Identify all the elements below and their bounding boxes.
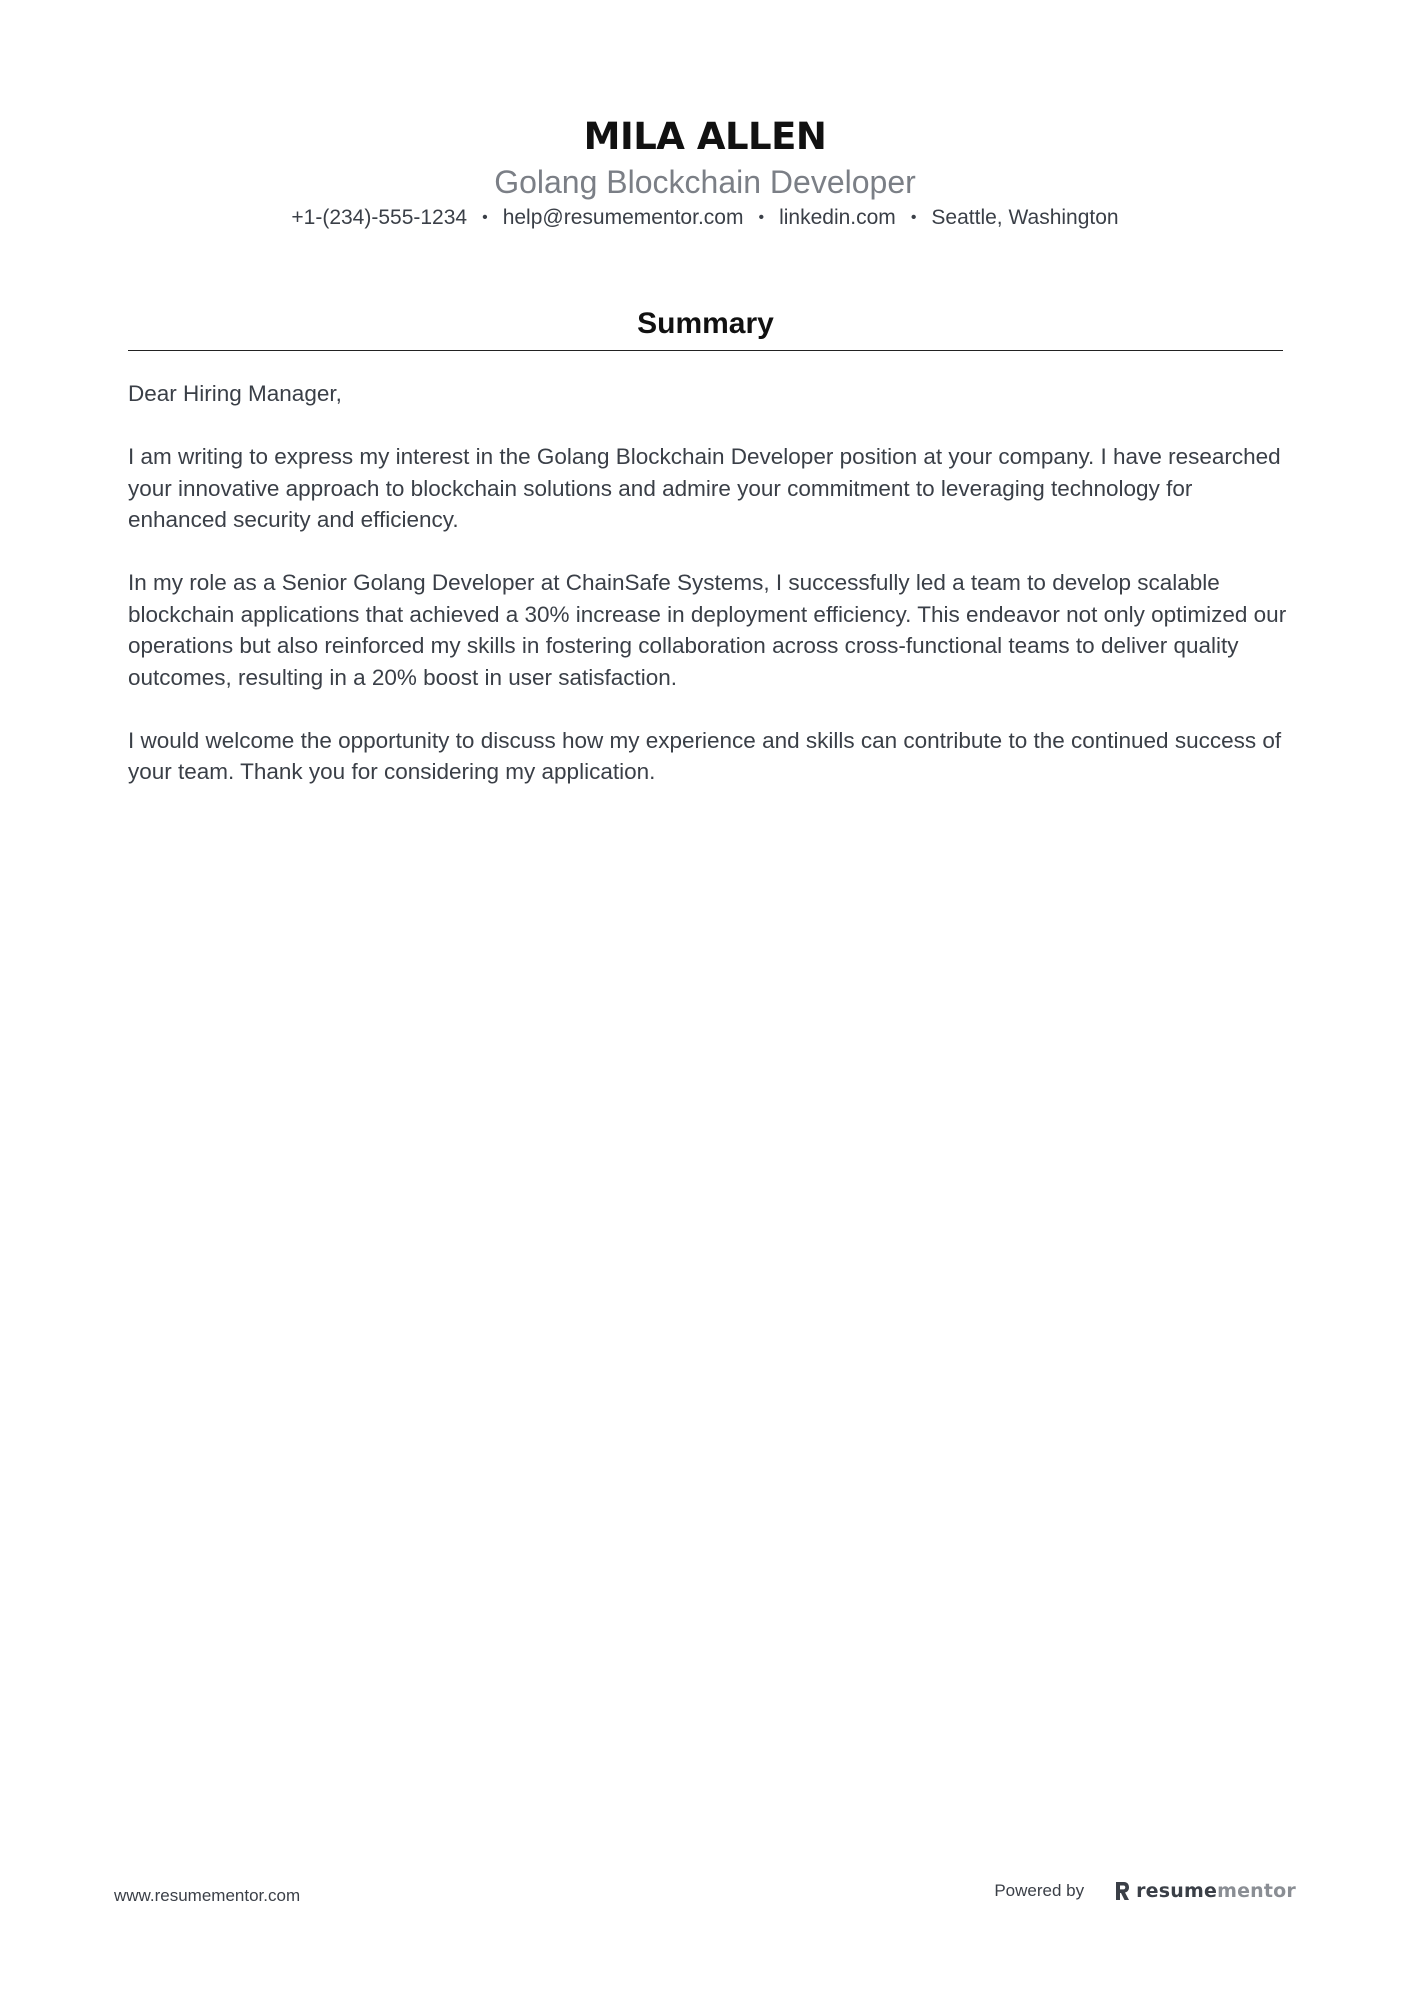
footer-website[interactable]: www.resumementor.com (114, 1886, 301, 1905)
contact-email[interactable]: help@resumementor.com (502, 206, 744, 229)
section-title-summary: Summary (637, 307, 774, 340)
contact-separator: • (910, 209, 917, 226)
brand-name-part2: mentor (1217, 1880, 1296, 1902)
brand-logo[interactable] (1114, 1880, 1296, 1902)
footer-branding (994, 1880, 1296, 1902)
letter-salutation: Dear Hiring Manager, (128, 381, 342, 406)
contact-separator: • (482, 209, 488, 226)
contact-separator: • (758, 209, 765, 226)
resumementor-logo-icon (1114, 1881, 1130, 1901)
job-title: Golang Blockchain Developer (494, 164, 916, 200)
brand-name-part1: resume (1136, 1880, 1218, 1902)
candidate-name: MILA ALLEN (583, 115, 827, 158)
contact-linkedin[interactable]: linkedin.com (779, 206, 896, 229)
resume-header (0, 112, 1410, 234)
letter-paragraph: I am writing to express my interest in the Golang Blockchain Developer position at your company. I have researched your innovative approach to blockchain solutions and admire your commitment to leveraging technology for enhanced security and efficiency. (128, 444, 1281, 532)
contact-phone: +1-(234)-555-1234 (291, 206, 468, 229)
contact-line (0, 202, 1410, 234)
letter-paragraph: I would welcome the opportunity to discuss how my experience and skills can contribute to the continued success of your team. Thank you for considering my application. (128, 727, 1282, 784)
letter-body (128, 378, 1288, 819)
powered-by-label: Powered by (994, 1881, 1085, 1900)
brand-name (1136, 1880, 1296, 1902)
contact-location: Seattle, Washington (931, 206, 1119, 229)
section-divider (128, 350, 1283, 351)
letter-paragraph: In my role as a Senior Golang Developer at ChainSafe Systems, I successfully led a team to develop scalable blockchain applications that achieved a 30% increase in deployment efficiency. This endeavor not only optimized our operations but also reinforced my skills in fostering collaboration across cross-functional teams to deliver quality outcomes, resulting in a 20% boost in user satisfaction. (128, 570, 1287, 690)
